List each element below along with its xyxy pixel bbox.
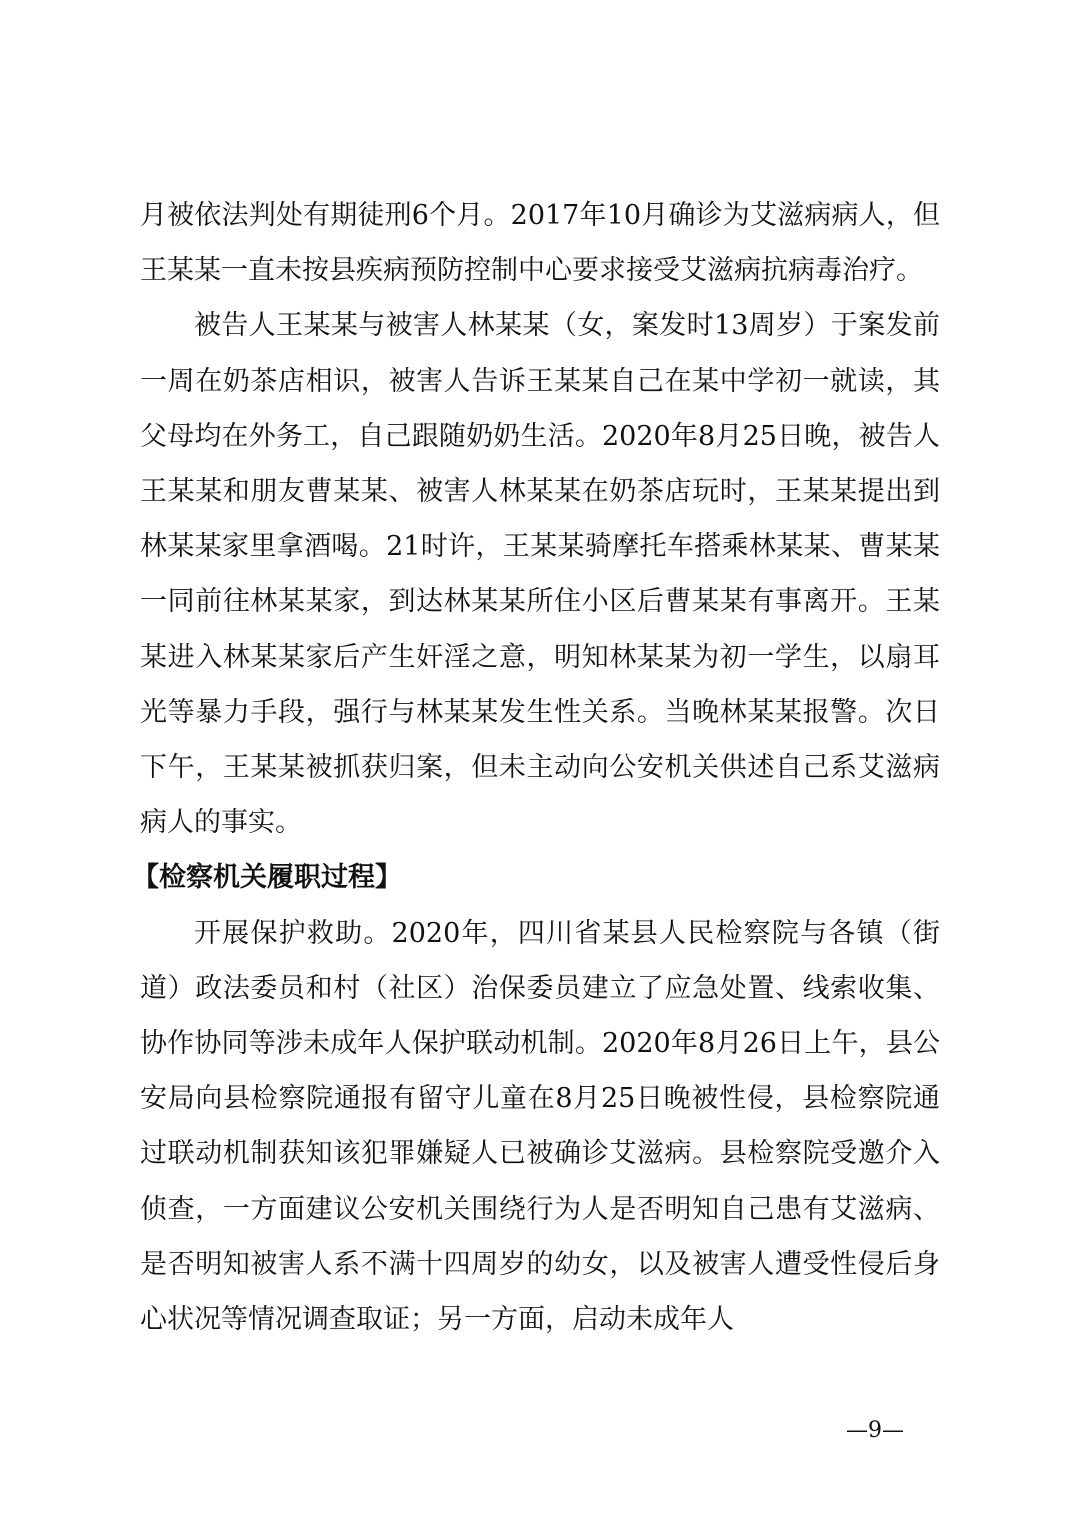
page-number: —9— <box>846 1418 904 1443</box>
paragraph-case-facts: 被告人王某某与被害人林某某（女，案发时13周岁）于案发前一周在奶茶店相识，被害人告诉王某某自己在某中学初一就读，其父母均在外务工，自己跟随奶奶生活。2020年8月25日晚，被告人王某某和朋友曹某某、被害人林某某在奶茶店玩时，王某某提出到林某某家里拿酒喝。21时许，王某某骑摩托车搭乘林某某、曹某某一同前往林某某家，到达林某某所住小区后曹某某有事离开。王某某进入林某某家后产生奸淫之意，明知林某某为初一学生，以扇耳光等暴力手段，强行与林某某发生性关系。当晚林某某报警。次日下午，王某某被抓获归案，但未主动向公安机关供述自己系艾滋病病人的事实。 <box>140 310 940 839</box>
body-text <box>132 188 940 1347</box>
paragraph-continuation: 月被依法判处有期徒刑6个月。2017年10月确诊为艾滋病病人，但王某某一直未按县疾病预防控制中心要求接受艾滋病抗病毒治疗。 <box>140 200 940 287</box>
paragraph-procuratorate-process: 开展保护救助。2020年，四川省某县人民检察院与各镇（街道）政法委员和村（社区）治保委员建立了应急处置、线索收集、协作协同等涉未成年人保护联动机制。2020年8月26日上午，县公安局向县检察院通报有留守儿童在8月25日晚被性侵，县检察院通过联动机制获知该犯罪嫌疑人已被确诊艾滋病。县检察院受邀介入侦查，一方面建议公安机关围绕行为人是否明知自己患有艾滋病、是否明知被害人系不满十四周岁的幼女，以及被害人遭受性侵后身心状况等情况调查取证；另一方面，启动未成年人 <box>140 917 940 1336</box>
section-heading: 【检察机关履职过程】 <box>132 862 402 894</box>
